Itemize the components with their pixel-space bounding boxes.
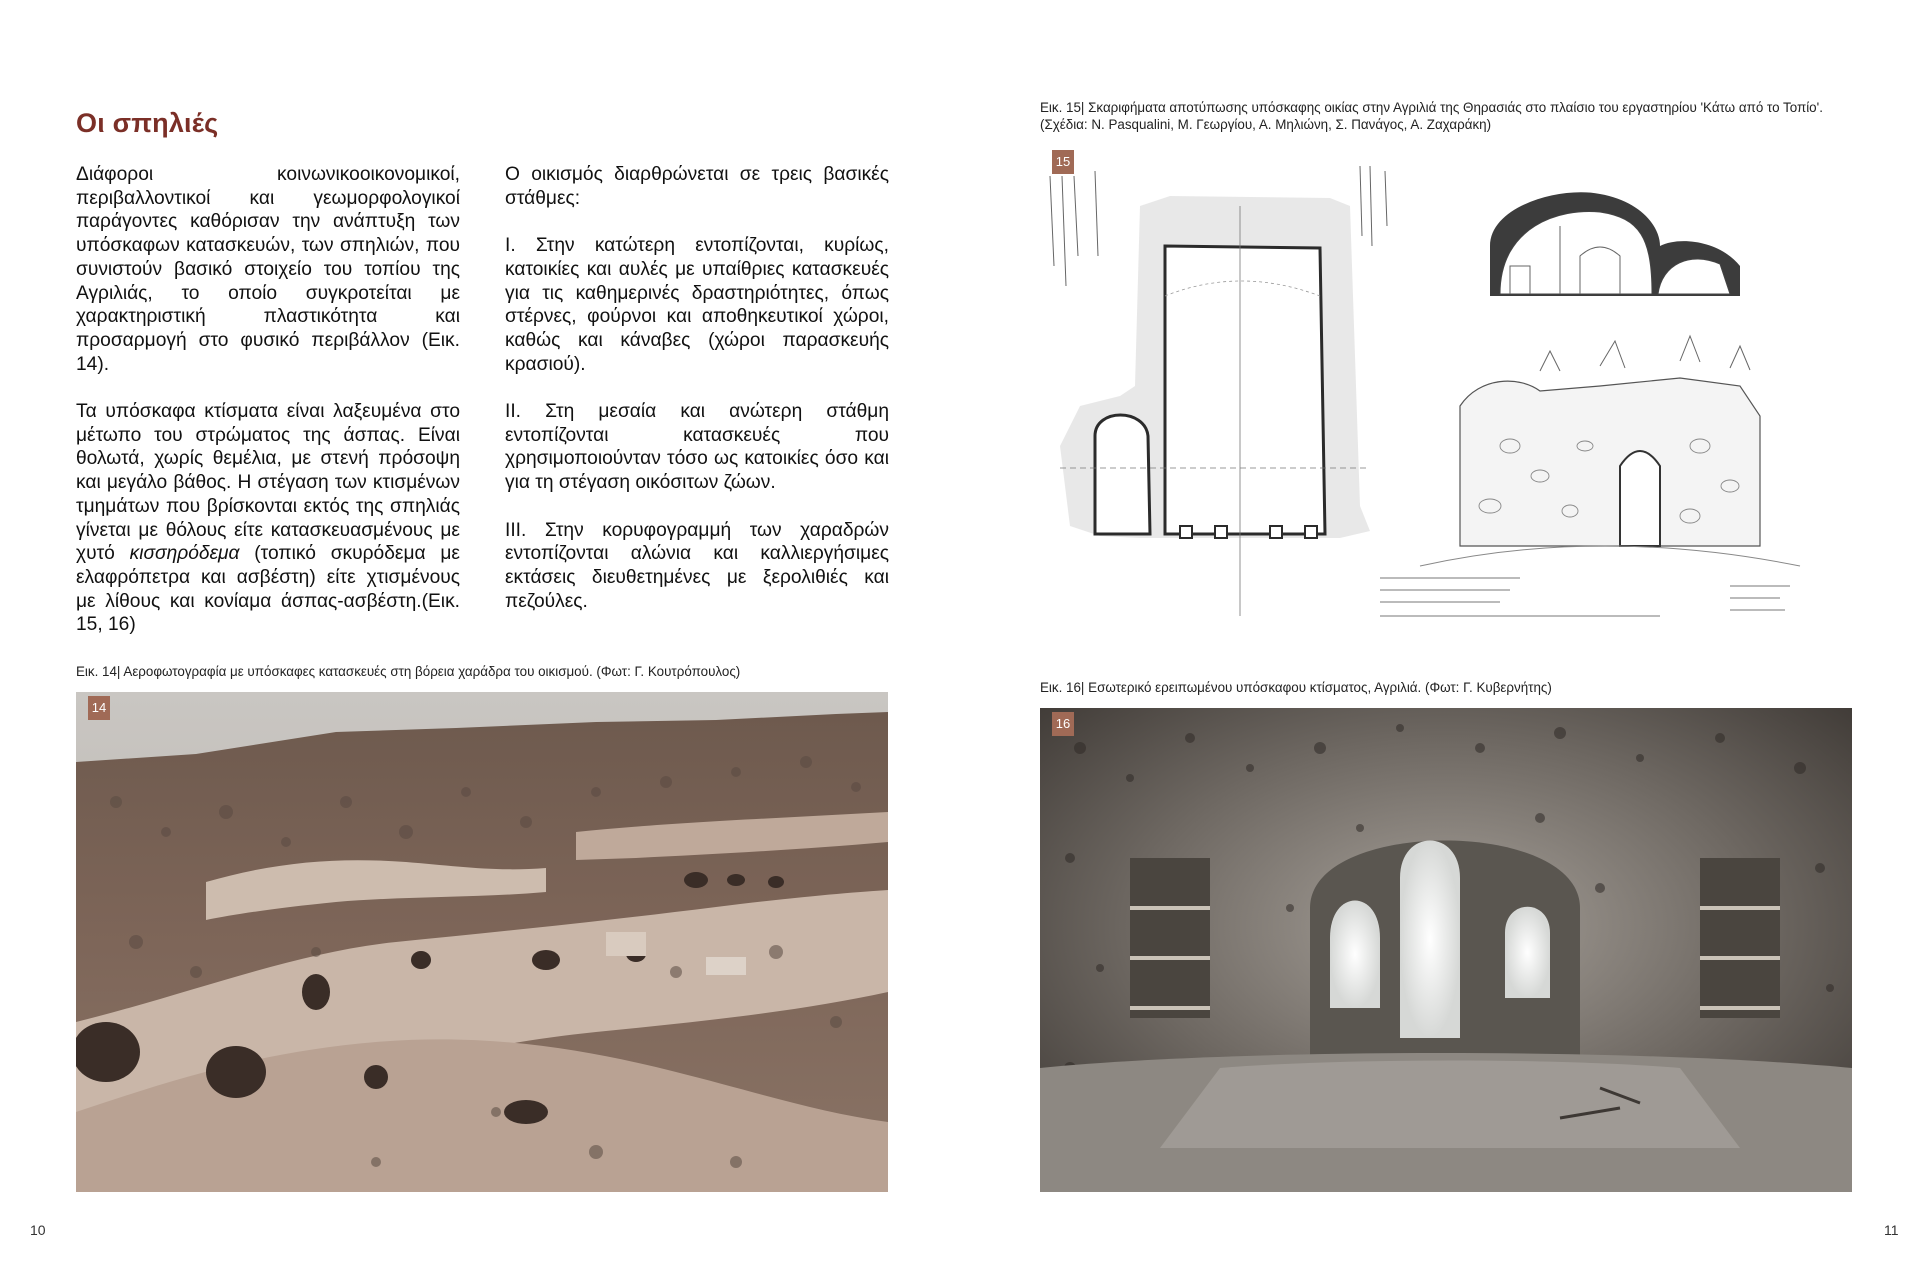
figure-15-caption: Εικ. 15| Σκαριφήματα αποτύπωσης υπόσκαφης οικίας στην Αγριλιά της Θηρασιάς στο πλαίσιο του εργαστηρίου 'Κάτω από το Τοπίο'. (Σχέδια: N. Pasqualini, Μ. Γεωργίου, Α. Μηλιώνη, Σ. Πανάγος, Α. Ζαχαράκη) xyxy=(1040,100,1823,132)
figure-14-caption: Εικ. 14| Αεροφωτογραφία με υπόσκαφες κατασκευές στη βόρεια χαράδρα του οικισμού. (Φωτ: Γ. Κουτρόπουλος) xyxy=(76,664,741,679)
paragraph: Ι. Στην κατώτερη εντοπίζονται, κυρίως, κατοικίες και αυλές με υπαίθριες κατασκευές για τις καθημερινές δραστηριότητες, όπως στέρνες, φούρνοι και αποθηκευτικοί χώροι, καθώς και κάναβες (χώροι παρασκευής κρασιού). xyxy=(505,235,889,375)
paragraph: ΙΙ. Στη μεσαία και ανώτερη στάθμη εντοπίζονται κατασκευές που χρησιμοποιούνταν τόσο ως κατοικίες όσο και για τη στέγαση οικόσιτων ζώων. xyxy=(505,401,889,494)
page-number-right: 11 xyxy=(1884,1222,1899,1238)
paragraph: Ο οικισμός διαρθρώνεται σε τρεις βασικές στάθμες: xyxy=(505,164,889,209)
page-number-left: 10 xyxy=(30,1222,46,1238)
interior-photo-illustration xyxy=(1040,708,1852,1192)
paragraph: ΙΙΙ. Στην κορυφογραμμή των χαραδρών εντοπίζονται αλώνια και καλλιεργήσιμες εκτάσεις διευθετημένες με ξερολιθιές και πεζούλες. xyxy=(505,519,889,612)
figure-15-sketches xyxy=(1040,146,1852,626)
aerial-photo-illustration xyxy=(76,692,888,1192)
figure-16-caption: Εικ. 16| Εσωτερικό ερειπωμένου υπόσκαφου κτίσματος, Αγριλιά. (Φωτ: Γ. Κυβερνήτης) xyxy=(1040,680,1552,695)
text-column-2 xyxy=(505,163,889,637)
section-heading: Οι σπηλιές xyxy=(76,108,219,138)
paragraph: Διάφοροι κοινωνικοοικονομικοί, περιβαλλοντικοί και γεωμορφολογικοί παράγοντες καθόρισαν την ανάπτυξη των υπόσκαφων κατασκευών, των σπηλιών, που συνιστούν βασικό στοιχείο του τοπίου της Αγριλιάς, το οποίο συγκροτείται με χαρακτηριστική πλαστικότητα και προσαρμογή στο φυσικό περιβάλλον (Εικ. 14). xyxy=(76,164,460,375)
figure-14-aerial-photo xyxy=(76,692,888,1192)
paragraph xyxy=(76,400,460,637)
text-column-1 xyxy=(76,163,460,661)
figure-16-badge: 16 xyxy=(1052,712,1074,736)
italic-term: κισσηρόδεμα xyxy=(129,543,240,565)
survey-sketches-illustration xyxy=(1040,146,1852,626)
paragraph-text: Τα υπόσκαφα κτίσματα είναι λαξευμένα στο μέτωπο του στρώματος της άσπας. Είναι θολωτά, χωρίς θεμέλια, με στενή πρόσοψη και μεγάλο βάθος. Η στέγαση των κτισμένων τμημάτων που βρίσκονται εκτός της σπηλιάς γίνεται με θόλους είτε κατασκευασμένους με χυτό xyxy=(76,401,460,565)
paragraph-text: (τοπικό σκυρόδεμα με ελαφρόπετρα και ασβέστη) είτε χτισμένους με λίθους και κονίαμα άσπας-ασβέστη.(Εικ. 15, 16) xyxy=(76,543,460,636)
figure-15-badge: 15 xyxy=(1052,150,1074,174)
figure-14-badge: 14 xyxy=(88,696,110,720)
figure-16-interior-photo xyxy=(1040,708,1852,1192)
